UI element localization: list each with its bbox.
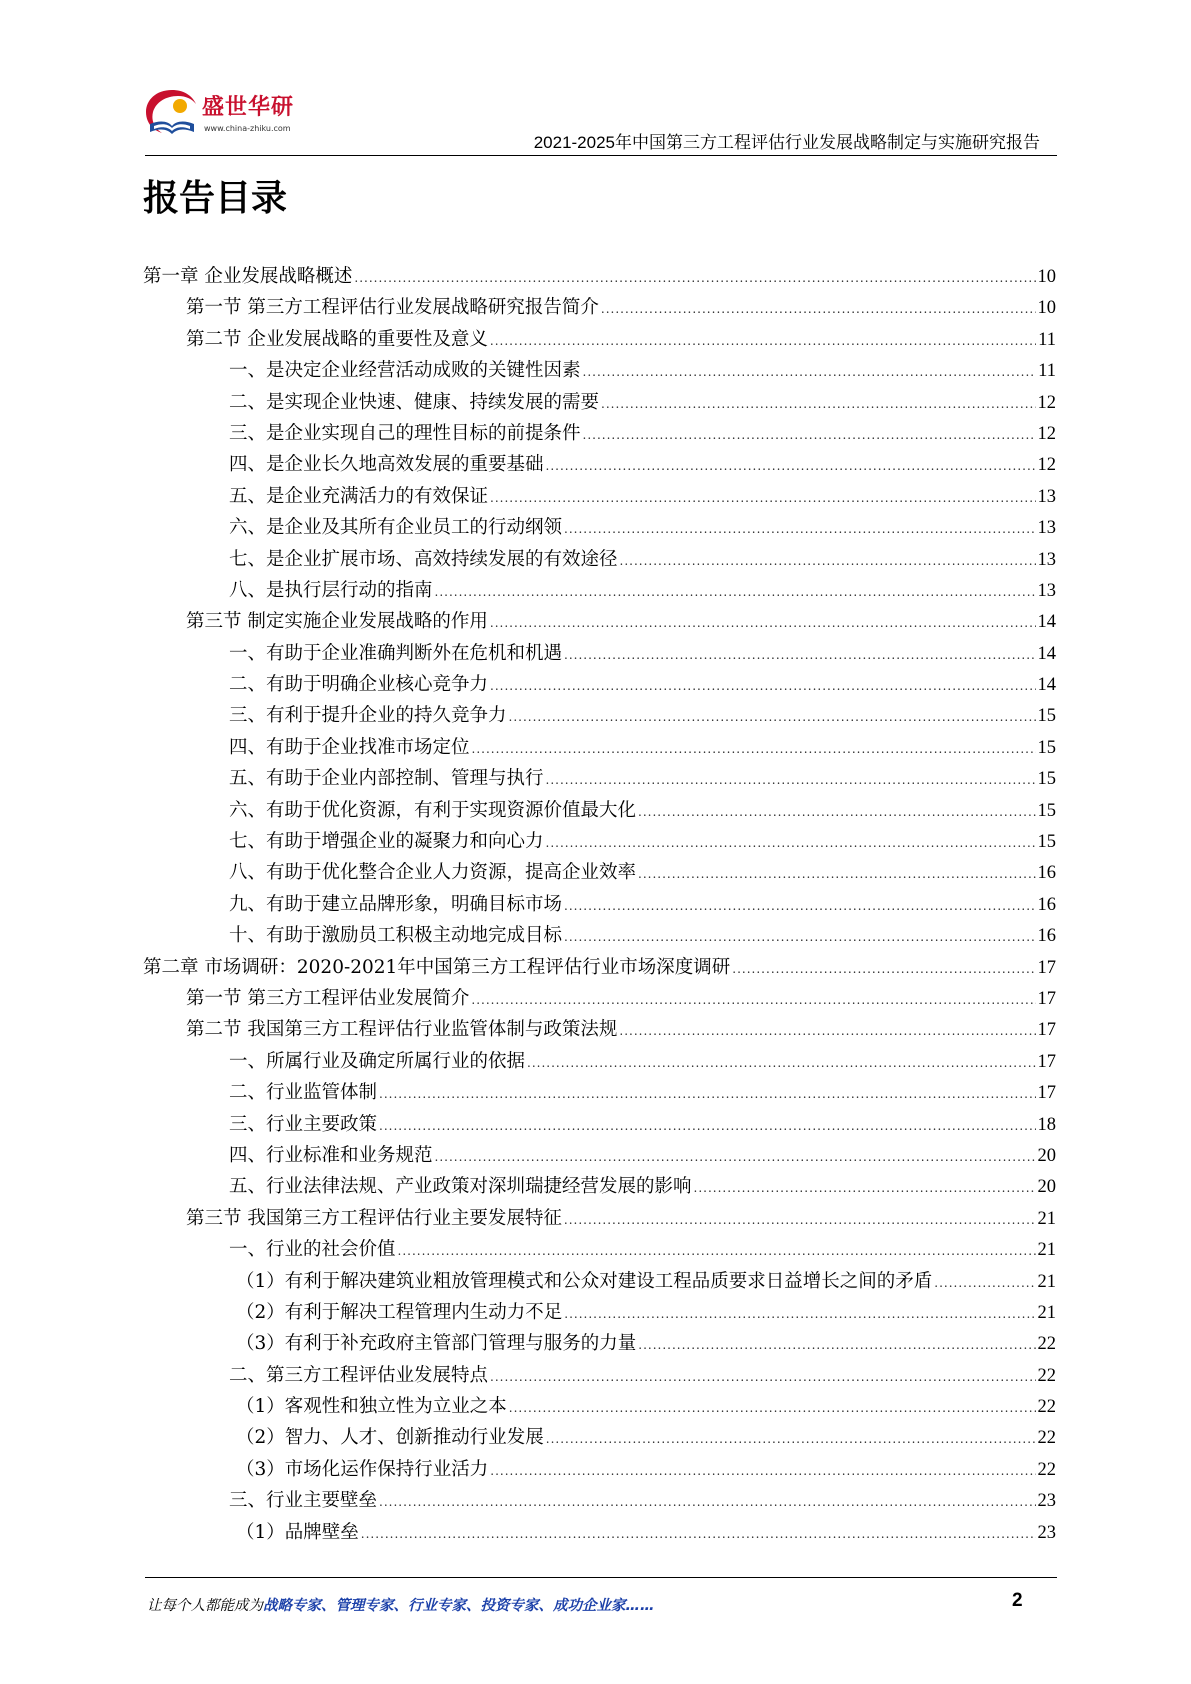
footer-divider — [145, 1577, 1057, 1578]
toc-dot-leader — [601, 302, 1036, 316]
toc-entry-page: 14 — [1037, 643, 1056, 664]
toc-entry-title: （2）智力、人才、创新推动行业发展 — [236, 1427, 544, 1449]
toc-dot-leader — [435, 1150, 1036, 1164]
logo-book-icon — [142, 84, 202, 142]
toc-dot-leader — [527, 1056, 1035, 1070]
toc-entry[interactable] — [143, 576, 1056, 607]
toc-dot-leader — [732, 962, 1035, 976]
toc-entry-title: 五、是企业充满活力的有效保证 — [229, 485, 489, 507]
toc-entry-page: 17 — [1037, 1020, 1056, 1041]
toc-entry[interactable] — [143, 1047, 1056, 1078]
table-of-contents — [143, 262, 1056, 1549]
toc-dot-leader — [509, 710, 1036, 724]
toc-entry-page: 15 — [1037, 800, 1056, 821]
toc-entry-page: 23 — [1037, 1491, 1056, 1512]
toc-entry[interactable] — [143, 701, 1056, 732]
toc-entry-title: 一、有助于企业准确判断外在危机和机遇 — [229, 642, 563, 664]
toc-entry-title: 十、有助于激励员工积极主动地完成目标 — [229, 925, 563, 947]
toc-dot-leader — [490, 491, 1035, 505]
toc-entry-title: 第三节 制定实施企业发展战略的作用 — [186, 611, 488, 633]
toc-entry-title: 四、有助于企业找准市场定位 — [229, 736, 470, 758]
toc-dot-leader — [564, 648, 1035, 662]
toc-entry[interactable] — [143, 1172, 1056, 1203]
toc-entry-page: 22 — [1037, 1365, 1056, 1386]
toc-entry-page: 22 — [1037, 1334, 1056, 1355]
toc-entry-title: 二、行业监管体制 — [229, 1082, 378, 1104]
toc-entry[interactable] — [143, 953, 1056, 984]
toc-entry-page: 17 — [1037, 957, 1056, 978]
toc-dot-leader — [379, 1087, 1035, 1101]
toc-entry-page: 10 — [1037, 267, 1056, 287]
toc-dot-leader — [638, 805, 1035, 819]
toc-entry-page: 13 — [1037, 518, 1056, 539]
toc-dot-leader — [490, 1370, 1035, 1384]
toc-entry[interactable] — [143, 262, 1056, 293]
toc-dot-leader — [583, 428, 1036, 442]
toc-entry[interactable] — [143, 827, 1056, 858]
toc-dot-leader — [546, 1432, 1036, 1446]
company-logo — [142, 84, 332, 146]
toc-entry[interactable] — [143, 890, 1056, 921]
toc-entry[interactable] — [143, 1423, 1056, 1454]
toc-entry-title: 七、是企业扩展市场、高效持续发展的有效途径 — [229, 548, 618, 570]
toc-entry-page: 16 — [1037, 863, 1056, 884]
toc-entry[interactable] — [143, 513, 1056, 544]
toc-entry[interactable] — [143, 356, 1056, 387]
toc-dot-leader — [490, 616, 1036, 630]
toc-entry[interactable] — [143, 984, 1056, 1015]
toc-entry-title: 五、行业法律法规、产业政策对深圳瑞捷经营发展的影响 — [229, 1176, 692, 1198]
toc-entry-page: 13 — [1037, 486, 1056, 507]
toc-dot-leader — [472, 742, 1036, 756]
toc-entry[interactable] — [143, 419, 1056, 450]
toc-dot-leader — [638, 867, 1035, 881]
toc-entry-title: 六、是企业及其所有企业员工的行动纲领 — [229, 517, 563, 539]
toc-entry-title: 二、是实现企业快速、健康、持续发展的需要 — [229, 391, 600, 413]
toc-dot-leader — [546, 836, 1036, 850]
toc-entry-page: 17 — [1037, 988, 1056, 1009]
toc-entry-page: 21 — [1037, 1240, 1056, 1261]
toc-entry-title: （1）客观性和独立性为立业之本 — [236, 1396, 507, 1418]
toc-entry-page: 12 — [1037, 455, 1056, 476]
toc-entry[interactable] — [143, 796, 1056, 827]
toc-heading: 报告目录 — [143, 178, 288, 219]
toc-entry[interactable] — [143, 545, 1056, 576]
toc-entry[interactable] — [143, 1455, 1056, 1486]
toc-entry-page: 22 — [1037, 1459, 1056, 1480]
toc-entry-title: （3）市场化运作保持行业活力 — [236, 1458, 489, 1480]
toc-dot-leader — [361, 1527, 1036, 1541]
toc-entry-page: 17 — [1037, 1051, 1056, 1072]
toc-entry-page: 20 — [1037, 1145, 1056, 1166]
toc-entry-title: 第二章 市场调研：2020-2021年中国第三方工程评估行业市场深度调研 — [143, 956, 731, 978]
header-divider — [145, 155, 1057, 156]
toc-entry[interactable] — [143, 858, 1056, 889]
toc-dot-leader — [638, 1338, 1035, 1352]
toc-dot-leader — [509, 1401, 1036, 1415]
toc-entry[interactable] — [143, 921, 1056, 952]
page-header — [0, 0, 1191, 160]
toc-dot-leader — [490, 679, 1035, 693]
toc-entry[interactable] — [143, 1298, 1056, 1329]
toc-entry-title: 第一节 第三方工程评估行业发展战略研究报告简介 — [186, 297, 599, 319]
toc-entry-title: 一、行业的社会价值 — [229, 1239, 396, 1261]
toc-dot-leader — [398, 1244, 1036, 1258]
toc-entry-title: 六、有助于优化资源，有利于实现资源价值最大化 — [229, 799, 637, 821]
toc-dot-leader — [354, 271, 1035, 285]
toc-entry[interactable] — [143, 670, 1056, 701]
toc-entry[interactable] — [143, 1267, 1056, 1298]
toc-entry[interactable] — [143, 639, 1056, 670]
toc-entry[interactable] — [143, 1078, 1056, 1109]
toc-entry-page: 22 — [1037, 1428, 1056, 1449]
toc-entry-title: 第一章 企业发展战略概述 — [143, 266, 353, 287]
toc-entry-page: 16 — [1037, 926, 1056, 947]
toc-entry[interactable] — [143, 1110, 1056, 1141]
toc-entry-title: 一、是决定企业经营活动成败的关键性因素 — [229, 360, 581, 382]
toc-entry[interactable] — [143, 325, 1056, 356]
toc-dot-leader — [490, 1464, 1035, 1478]
toc-entry-title: 第三节 我国第三方工程评估行业主要发展特征 — [186, 1207, 562, 1229]
toc-dot-leader — [564, 1307, 1035, 1321]
toc-entry[interactable] — [143, 1486, 1056, 1517]
toc-entry-page: 15 — [1037, 832, 1056, 853]
toc-entry-title: （2）有利于解决工程管理内生动力不足 — [236, 1301, 563, 1323]
toc-entry-title: 九、有助于建立品牌形象，明确目标市场 — [229, 893, 563, 915]
toc-entry-title: 第二节 我国第三方工程评估行业监管体制与政策法规 — [186, 1019, 618, 1041]
toc-entry-title: 五、有助于企业内部控制、管理与执行 — [229, 768, 544, 790]
toc-entry-page: 21 — [1037, 1271, 1056, 1292]
toc-dot-leader — [379, 1495, 1035, 1509]
toc-dot-leader — [601, 397, 1035, 411]
toc-entry-page: 21 — [1037, 1302, 1056, 1323]
slogan-prefix: 让每个人都能成为 — [147, 1598, 263, 1614]
toc-dot-leader — [564, 1213, 1036, 1227]
toc-entry-page: 12 — [1037, 392, 1056, 413]
toc-dot-leader — [583, 365, 1037, 379]
toc-entry-page: 11 — [1038, 329, 1056, 350]
toc-entry[interactable] — [143, 1015, 1056, 1046]
toc-entry-title: 第一节 第三方工程评估业发展简介 — [186, 987, 470, 1009]
slogan-highlight: 战略专家、管理专家、行业专家、投资专家、成功企业家 — [263, 1598, 626, 1614]
toc-entry-title: 三、有利于提升企业的持久竞争力 — [229, 705, 507, 727]
toc-dot-leader — [619, 1024, 1035, 1038]
toc-entry-page: 20 — [1037, 1177, 1056, 1198]
toc-dot-leader — [435, 585, 1036, 599]
toc-entry-title: 八、有助于优化整合企业人力资源，提高企业效率 — [229, 862, 637, 884]
toc-entry[interactable] — [143, 733, 1056, 764]
toc-dot-leader — [564, 522, 1035, 536]
toc-entry[interactable] — [143, 293, 1056, 324]
toc-entry-page: 11 — [1038, 361, 1056, 382]
toc-entry-title: （1）有利于解决建筑业粗放管理模式和公众对建设工程品质要求日益增长之间的矛盾 — [236, 1270, 933, 1292]
toc-entry-title: （1）品牌壁垒 — [236, 1521, 359, 1543]
toc-entry-page: 13 — [1037, 549, 1056, 570]
toc-entry-title: 一、所属行业及确定所属行业的依据 — [229, 1050, 526, 1072]
toc-entry-page: 15 — [1037, 769, 1056, 790]
toc-dot-leader — [694, 1181, 1036, 1195]
toc-entry-page: 17 — [1037, 1083, 1056, 1104]
toc-dot-leader — [471, 993, 1035, 1007]
toc-dot-leader — [379, 1119, 1035, 1133]
toc-entry[interactable] — [143, 450, 1056, 481]
toc-entry-title: 四、是企业长久地高效发展的重要基础 — [229, 454, 544, 476]
toc-entry[interactable] — [143, 764, 1056, 795]
toc-entry-title: 七、有助于增强企业的凝聚力和向心力 — [229, 831, 544, 853]
toc-entry[interactable] — [143, 607, 1056, 638]
toc-entry[interactable] — [143, 1329, 1056, 1360]
toc-dot-leader — [564, 899, 1035, 913]
toc-entry-title: （3）有利于补充政府主管部门管理与服务的力量 — [236, 1333, 637, 1355]
toc-entry-page: 21 — [1037, 1208, 1056, 1229]
toc-dot-leader — [490, 334, 1036, 348]
toc-entry[interactable] — [143, 1518, 1056, 1549]
toc-entry-title: 三、是企业实现自己的理性目标的前提条件 — [229, 422, 581, 444]
footer-slogan — [147, 1594, 655, 1615]
toc-entry-page: 22 — [1037, 1397, 1056, 1418]
toc-entry-title: 二、第三方工程评估业发展特点 — [229, 1364, 489, 1386]
document-title: 2021-2025年中国第三方工程评估行业发展战略制定与实施研究报告 — [533, 133, 1040, 152]
toc-entry[interactable] — [143, 1235, 1056, 1266]
toc-entry-page: 12 — [1037, 423, 1056, 444]
toc-entry[interactable] — [143, 1204, 1056, 1235]
toc-entry-page: 15 — [1037, 737, 1056, 758]
toc-entry-page: 13 — [1037, 580, 1056, 601]
toc-entry-title: 第二节 企业发展战略的重要性及意义 — [186, 328, 488, 350]
toc-dot-leader — [564, 930, 1035, 944]
toc-dot-leader — [546, 773, 1036, 787]
toc-entry-page: 16 — [1037, 894, 1056, 915]
logo-url: www.china-zhiku.com — [204, 124, 291, 133]
toc-entry-page: 23 — [1037, 1522, 1056, 1543]
toc-entry[interactable] — [143, 482, 1056, 513]
toc-entry-page: 10 — [1037, 298, 1056, 319]
page-number: 2 — [1012, 1590, 1023, 1611]
toc-entry-page: 14 — [1037, 675, 1056, 696]
slogan-suffix: …… — [625, 1598, 655, 1614]
toc-dot-leader — [934, 1276, 1035, 1290]
toc-entry-title: 四、行业标准和业务规范 — [229, 1144, 433, 1166]
toc-entry[interactable] — [143, 1361, 1056, 1392]
toc-dot-leader — [620, 554, 1036, 568]
toc-entry-title: 二、有助于明确企业核心竞争力 — [229, 674, 489, 696]
toc-entry-title: 三、行业主要壁垒 — [229, 1490, 378, 1512]
toc-entry[interactable] — [143, 388, 1056, 419]
toc-entry-page: 18 — [1037, 1114, 1056, 1135]
toc-entry-page: 15 — [1037, 706, 1056, 727]
toc-entry-title: 八、是执行层行动的指南 — [229, 579, 433, 601]
logo-brand-name: 盛世华研 — [202, 95, 295, 120]
toc-dot-leader — [546, 459, 1036, 473]
toc-entry-page: 14 — [1037, 612, 1056, 633]
toc-entry[interactable] — [143, 1392, 1056, 1423]
toc-entry-title: 三、行业主要政策 — [229, 1113, 378, 1135]
toc-entry[interactable] — [143, 1141, 1056, 1172]
